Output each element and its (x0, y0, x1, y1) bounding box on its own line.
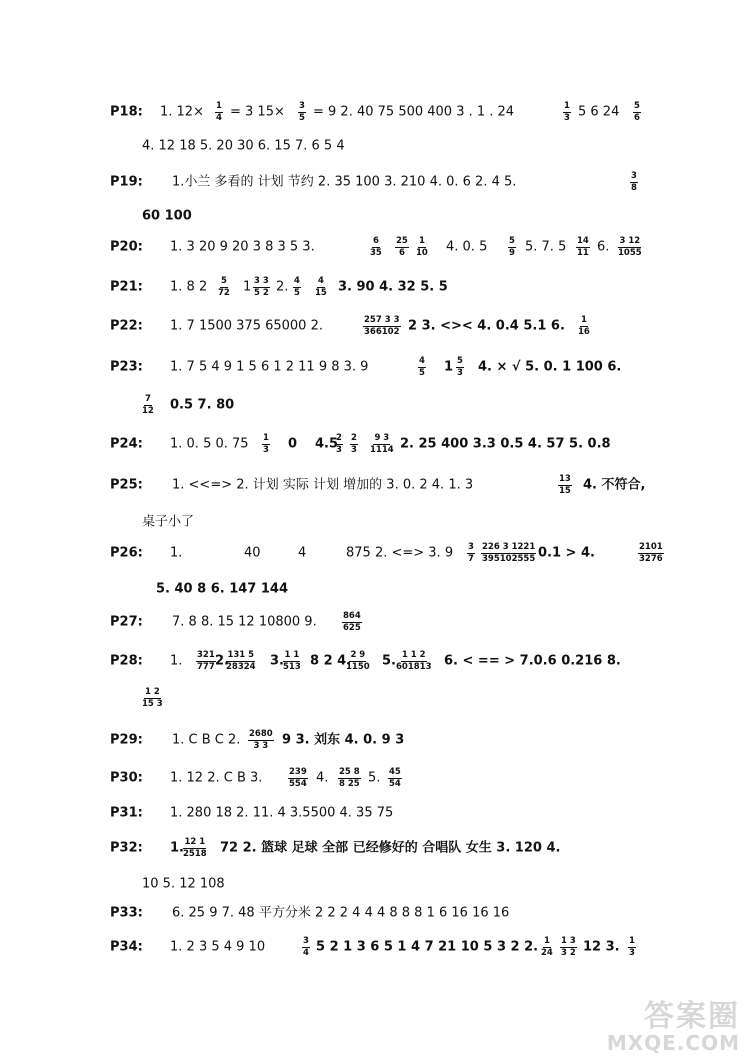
fraction: 1 10 (416, 236, 428, 258)
answer-text: 12 3. (583, 939, 620, 955)
fraction: 2680 3 3 (249, 729, 273, 751)
answer-text: 4. (316, 770, 329, 786)
answer-text: 0.5 7. 80 (170, 397, 235, 413)
fraction: 131 5 28324 (226, 650, 256, 672)
page-label: P24: (110, 436, 143, 452)
fraction: 1 3 (263, 433, 269, 455)
fraction: 12 1 2518 (183, 837, 207, 859)
answer-text: 5. (368, 770, 381, 786)
page-label: P23: (110, 359, 143, 375)
fraction: 1 3 (564, 101, 570, 123)
fraction: 3 12 1055 (618, 236, 642, 258)
answer-text: 1. 7 5 4 9 1 5 6 1 2 11 9 8 3. 9 (170, 359, 369, 375)
fraction: 1 3 3 2 (561, 936, 576, 958)
answer-text: 6. (597, 239, 610, 255)
answer-text: = 3 15× (230, 104, 285, 120)
answer-text: 6. < == > 7.0.6 0.216 8. (444, 653, 621, 669)
fraction: 1 4 (216, 101, 222, 123)
fraction: 9 3 1114 (370, 433, 394, 455)
answer-text: 1. 7 1500 375 65000 2. (170, 318, 323, 334)
answer-text: 2. (215, 653, 229, 669)
answer-text: 1.小兰 多看的 计划 节约 2. 35 100 3. 210 4. 0. 6 2. 4 5. (172, 174, 517, 190)
fraction: 2 9 1150 (346, 650, 370, 672)
answer-text: 1. 3 20 9 20 3 8 3 5 3. (170, 239, 315, 255)
page-label: P27: (110, 614, 143, 630)
answer-text: 1. 12 2. C B 3. (170, 770, 263, 786)
answer-text: 2 3. <>< 4. 0.4 5.1 6. (408, 318, 565, 334)
fraction: 14 11 (577, 236, 589, 258)
fraction: 7 12 (142, 394, 154, 416)
fraction: 1 1 513 (283, 650, 301, 672)
page-label: P28: (110, 653, 143, 669)
answer-text: 1. (170, 653, 183, 669)
answer-text: 3. 90 4. 32 5. 5 (338, 279, 448, 295)
answer-text: 1. 0. 5 0. 75 (170, 436, 249, 452)
fraction: 1 2 15 3 (142, 687, 163, 709)
answer-text: 9 3. 刘东 4. 0. 9 3 (282, 732, 405, 748)
watermark-logo (607, 991, 740, 1055)
answer-text: 4.5 (315, 436, 339, 452)
fraction: 5 9 (509, 236, 515, 258)
fraction: 3 7 (468, 542, 474, 564)
answer-text: 5. 40 8 6. 147 144 (156, 581, 289, 597)
page-label: P21: (110, 279, 143, 295)
answer-text: 8 2 4. (310, 653, 352, 669)
fraction: 4 5 (419, 356, 425, 378)
page-label: P34: (110, 939, 143, 955)
fraction: 2 3 (351, 433, 357, 455)
answer-text: 60 100 (142, 208, 192, 224)
answer-text: 3. (270, 653, 284, 669)
answer-text: 10 5. 12 108 (142, 876, 225, 892)
page-label: P25: (110, 477, 143, 493)
answer-text: 2. (276, 279, 289, 295)
page-label: P31: (110, 805, 143, 821)
answer-text: 875 2. <=> 3. 9 (346, 545, 454, 561)
fraction: 257 3 3 366102 (364, 315, 400, 337)
fraction: 45 54 (389, 767, 401, 789)
answer-text: 5 2 1 3 6 5 1 4 7 21 10 5 3 2 2. (316, 939, 539, 955)
watermark-url: MXQE.COM (606, 1031, 740, 1055)
fraction: 5 6 (634, 101, 640, 123)
fraction: 1 3 (629, 936, 635, 958)
fraction: 13 15 (559, 474, 571, 496)
answer-text: 1. 12× (160, 104, 204, 120)
answer-text: 6. 25 9 7. 48 平方分米 2 2 2 4 4 4 8 8 8 1 6 16 16 16 (172, 905, 510, 921)
answer-text: 4. × √ 5. 0. 1 100 6. (478, 359, 622, 375)
watermark-title: 答案圈 (644, 999, 740, 1034)
answer-text: = 9 2. 40 75 500 400 3 . 1 . 24 (313, 104, 515, 120)
fraction: 5 72 (218, 276, 230, 298)
fraction: 1 1 2 601813 (396, 650, 432, 672)
answer-text: 4. 12 18 5. 20 30 6. 15 7. 6 5 4 (142, 138, 345, 154)
fraction: 6 35 (370, 236, 382, 258)
answer-text: 1. (170, 840, 184, 856)
fraction: 2 3 (336, 433, 342, 455)
page-label: P22: (110, 318, 143, 334)
page-label: P20: (110, 239, 143, 255)
fraction: 4 5 (294, 276, 300, 298)
answer-text: 4. 不符合, (583, 477, 646, 493)
fraction: 239 554 (289, 767, 307, 789)
fraction: 321 777 (197, 650, 215, 672)
answer-text: 7. 8 8. 15 12 10800 9. (172, 614, 317, 630)
page-label: P19: (110, 174, 143, 190)
answer-text: 5 6 24 (578, 104, 620, 120)
answer-text: 5. (382, 653, 396, 669)
page-label: P29: (110, 732, 143, 748)
fraction: 3 5 (299, 101, 305, 123)
answer-text: 0 (288, 436, 298, 452)
answer-text: 1. 280 18 2. 11. 4 3.5500 4. 35 75 (170, 805, 394, 821)
answer-text: 1. (170, 545, 183, 561)
fraction: 2101 3276 (639, 542, 663, 564)
answer-text: 桌子小了 (142, 514, 195, 530)
answer-text: 1 (444, 359, 454, 375)
fraction: 1 24 (541, 936, 553, 958)
fraction: 4 15 (315, 276, 327, 298)
answer-text: 1. <<=> 2. 计划 实际 计划 增加的 3. 0. 2 4. 1. 3 (172, 477, 474, 493)
page-label: P33: (110, 905, 143, 921)
answer-text: 4. 0. 5 (446, 239, 488, 255)
page-label: P18: (110, 104, 143, 120)
answer-text: 72 2. 篮球 足球 全部 已经修好的 合唱队 女生 3. 120 4. (220, 840, 561, 856)
answer-text: 1 (243, 279, 252, 295)
fraction: 3 3 5 2 (254, 276, 269, 298)
page-label: P32: (110, 840, 143, 856)
answer-text: 2. 25 400 3.3 0.5 4. 57 5. 0.8 (400, 436, 611, 452)
answer-text: 1. C B C 2. (172, 732, 241, 748)
answer-text: 4 (298, 545, 307, 561)
fraction: 5 3 (457, 356, 463, 378)
answer-text: 1. 2 3 5 4 9 10 (170, 939, 266, 955)
page-label: P26: (110, 545, 143, 561)
fraction: 1 16 (578, 315, 590, 337)
fraction: 864 625 (343, 611, 361, 633)
answer-text: 1. 8 2 (170, 279, 208, 295)
answer-text: 40 (244, 545, 261, 561)
fraction: 25 8 8 25 (339, 767, 360, 789)
answer-text: 0.1 > 4. (538, 545, 595, 561)
fraction: 226 3 1221 395102555 (482, 542, 536, 564)
fraction: 3 4 (303, 936, 309, 958)
fraction: 25 6 (396, 236, 408, 258)
answer-text: 5. 7. 5 (525, 239, 567, 255)
page-label: P30: (110, 770, 143, 786)
fraction: 3 8 (631, 171, 637, 193)
